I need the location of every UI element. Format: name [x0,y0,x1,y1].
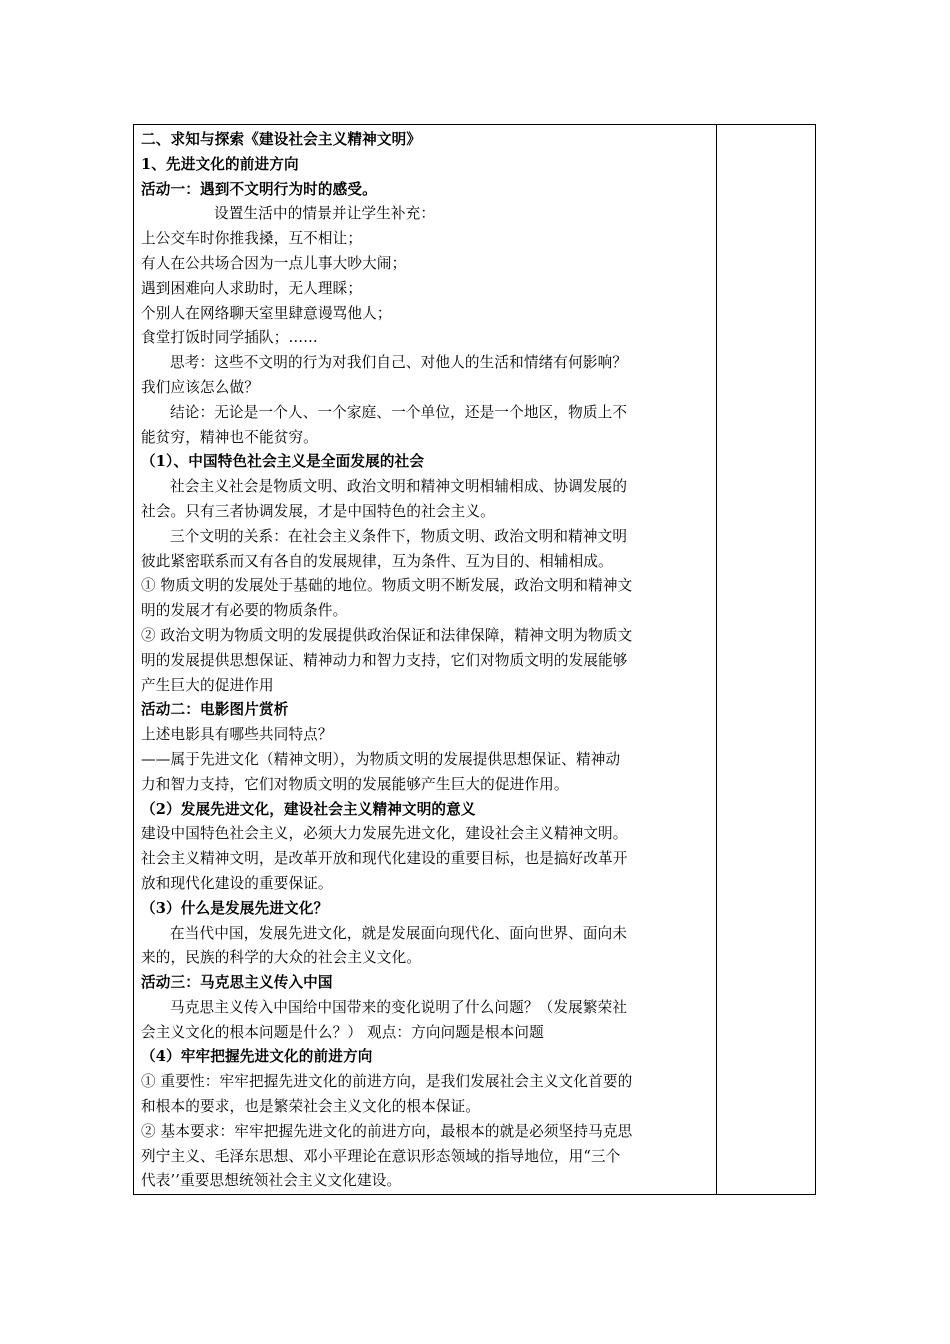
text-line: 代表’’重要思想统领社会主义文化建设。 [141,1172,402,1190]
section-heading: 二、求知与探索《建设社会主义精神文明》 [141,131,422,148]
section-heading: 活动三：马克思主义传入中国 [141,974,333,992]
text-line: ① 物质文明的发展处于基础的地位。物质文明不断发展，政治文明和精神文 [141,577,633,595]
text-line: 彼此紧密联系而又有各自的发展规律，互为条件、互为目的、相辅相成。 [141,552,613,570]
section-heading: 活动二：电影图片赏析 [141,701,289,719]
text-line: 三个文明的关系：在社会主义条件下，物质文明、政治文明和精神文明 [170,527,628,545]
text-line: 在当代中国，发展先进文化，就是发展面向现代化、面向世界、面向未 [170,924,628,942]
section-heading: 1、先进文化的前进方向 [141,155,299,173]
text-line: ——属于先进文化（精神文明），为物质文明的发展提供思想保证、精神动 [141,750,621,768]
text-line: 来的，民族的科学的大众的社会主义文化。 [141,949,422,967]
text-line: 放和现代化建设的重要保证。 [141,874,333,892]
text-line: 设置生活中的情景并让学生补充： [214,205,436,223]
text-line: 思考：这些不文明的行为对我们自己、对他人的生活和情绪有何影响？ [170,354,628,372]
section-heading: （1）、中国特色社会主义是全面发展的社会 [141,453,425,471]
text-line: 明的发展才有必要的物质条件。 [141,602,348,620]
section-heading: （4）牢牢把握先进文化的前进方向 [141,1048,373,1066]
text-line: 能贫穷，精神也不能贫穷。 [141,428,318,446]
text-line: 会主义文化的根本问题是什么？） 观点：方向问题是根本问题 [141,1023,544,1041]
text-line: 我们应该怎么做？ [141,378,259,396]
text-line: 上述电影具有哪些共同特点？ [141,726,333,744]
section-heading: （3）什么是发展先进文化？ [141,899,329,917]
text-line: 社会主义精神文明，是改革开放和现代化建设的重要目标，也是搞好改革开 [141,850,628,868]
text-line: 有人在公共场合因为一点儿事大吵大闹； [141,254,407,272]
text-line: 产生巨大的促进作用 [141,676,274,694]
text-line: ① 重要性：牢牢把握先进文化的前进方向，是我们发展社会主义文化首要的 [141,1073,633,1091]
section-heading: （2）发展先进文化，建设社会主义精神文明的意义 [141,800,476,818]
section-heading: 活动一：遇到不文明行为时的感受。 [141,180,377,198]
text-line: 列宁主义、毛泽东思想、邓小平理论在意识形态领域的指导地位，用“三个 [141,1147,621,1165]
text-line: 和根本的要求，也是繁荣社会主义文化的根本保证。 [141,1098,481,1116]
notes-cell [717,125,815,1194]
text-line: 个别人在网络聊天室里肆意谩骂他人； [141,304,392,322]
text-line: 上公交车时你推我搡，互不相让； [141,230,363,248]
text-line: ② 政治文明为物质文明的发展提供政治保证和法律保障，精神文明为物质文 [141,626,633,644]
text-line: 马克思主义传入中国给中国带来的变化说明了什么问题？（发展繁荣社 [170,998,628,1016]
document-table [133,124,816,1195]
text-line: 社会。只有三者协调发展，才是中国特色的社会主义。 [141,502,495,520]
text-line: 明的发展提供思想保证、精神动力和智力支持，它们对物质文明的发展能够 [141,651,628,669]
content-cell [134,125,717,1194]
text-line: 建设中国特色社会主义，必须大力发展先进文化，建设社会主义精神文明。 [141,825,628,843]
text-line: 社会主义社会是物质文明、政治文明和精神文明相辅相成、协调发展的 [170,478,628,496]
text-line: 力和智力支持，它们对物质文明的发展能够产生巨大的促进作用。 [141,775,569,793]
text-line: 遇到困难向人求助时，无人理睬； [141,279,363,297]
text-line: 食堂打饭时同学插队；…… [141,329,318,347]
text-line: 结论：无论是一个人、一个家庭、一个单位，还是一个地区，物质上不 [170,403,628,421]
text-line: ② 基本要求：牢牢把握先进文化的前进方向，最根本的就是必须坚持马克思 [141,1122,633,1140]
